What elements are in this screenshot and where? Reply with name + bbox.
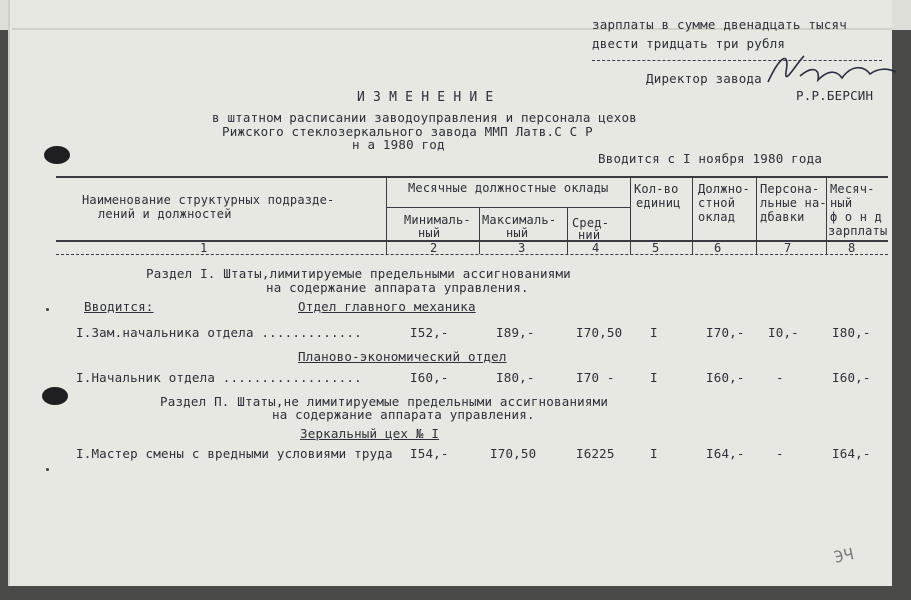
row-bonus: - [776,370,784,385]
col-count-header-2: единиц [636,196,681,210]
row-max: I70,50 [490,446,537,461]
title-line-3: Рижского стеклозеркального завода ММП Латв.С С Р [222,124,593,139]
row-count: I [650,325,658,340]
salaries-group-header: Месячные должностные оклады [408,181,609,195]
table-number-dash [56,254,888,255]
col-number-1: 1 [200,241,208,255]
row-bonus: - [776,446,784,461]
col-salary-header-2: стной [698,196,736,210]
col-fund-header-4: зарплаты [828,224,888,238]
row-salary: I60,- [706,370,745,385]
col-max-header-2: ный [506,226,529,240]
row-max: I80,- [496,370,535,385]
col-number-3: 3 [518,241,526,255]
section1-title-2: на содержание аппарата управления. [266,280,529,295]
mark-dot-1 [46,308,49,311]
col-number-6: 6 [714,241,722,255]
director-label: Директор завода [646,71,762,86]
title-line-4: н а 1980 год [352,137,445,152]
row-salary: I64,- [706,446,745,461]
col-max-header: Максималь- [482,213,557,227]
col-count-header: Кол-во [634,182,679,196]
section1-title: Раздел I. Штаты,лимитируемые предельными ассигнованиями [146,266,571,281]
row-position: I.Начальник отдела .................. [76,370,362,385]
row-avg: I6225 [576,446,615,461]
col-number-8: 8 [848,241,856,255]
punch-hole-bottom [42,387,68,405]
row-avg: I70 - [576,370,615,385]
row-min: I54,- [410,446,449,461]
row-avg: I70,50 [576,325,623,340]
header-line-1: зарплаты в сумме двенадцать тысяч [592,17,847,32]
dept-mirror-shop: Зеркальный цех № I [300,426,440,441]
col-avg-header: Сред- [572,216,610,230]
col-bonus-header-3: дбавки [760,210,805,224]
row-min: I52,- [410,325,449,340]
col-divider-4 [630,176,631,254]
section2-title: Раздел П. Штаты,не лимитируемые предельными ассигнованиями [160,394,609,409]
table-header-rule [56,240,888,242]
pencil-page-note: ЭЧ [832,544,856,567]
director-name: Р.Р.БЕРСИН [796,88,874,103]
col-avg-header-2: ний [578,228,601,242]
dept-chief-mechanic: Отдел главного механика [298,299,476,314]
col-divider-3 [567,207,568,254]
col-divider-2 [479,207,480,254]
col-salary-header-3: оклад [698,210,736,224]
section2-title-2: на содержание аппарата управления. [272,407,535,422]
row-bonus: I0,- [768,325,799,340]
col-salary-header: Должно- [698,182,750,196]
col-bonus-header-2: льные на- [760,196,827,210]
introduced-label: Вводится: [84,299,154,314]
col-divider-5 [692,176,693,254]
col-fund-header-2: ный [830,196,853,210]
mark-dot-2 [46,468,49,471]
col-fund-header: Месяч- [830,182,875,196]
dept-planning: Планово-экономический отдел [298,349,507,364]
row-position: I.Зам.начальника отдела ............. [76,325,362,340]
col-min-header-2: ный [418,226,441,240]
col-name-header: Наименование структурных подразде- [82,193,335,207]
row-fund: I60,- [832,370,871,385]
col-number-7: 7 [784,241,792,255]
row-max: I89,- [496,325,535,340]
row-fund: I64,- [832,446,871,461]
signature [760,46,900,94]
col-divider-7 [826,176,827,254]
punch-hole-top [44,146,70,164]
row-count: I [650,446,658,461]
table-top-rule [56,176,888,178]
row-salary: I70,- [706,325,745,340]
col-number-2: 2 [430,241,438,255]
col-divider-1 [386,176,387,254]
row-position: I.Мастер смены с вредными условиями труда [76,446,393,461]
row-count: I [650,370,658,385]
effective-date: Вводится с I ноября 1980 года [598,151,823,166]
salaries-sub-rule [386,207,630,208]
doc-title: И З М Е Н Е Н И Е [357,90,494,105]
col-bonus-header: Персона- [760,182,820,196]
col-min-header: Минималь- [404,213,471,227]
title-line-2: в штатном расписании заводоуправления и персонала цехов [212,110,637,125]
row-min: I60,- [410,370,449,385]
col-fund-header-3: ф о н д [830,210,882,224]
header-line-2: двести тридцать три рубля [592,36,786,51]
col-divider-6 [756,176,757,254]
col-number-5: 5 [652,241,660,255]
row-fund: I80,- [832,325,871,340]
col-number-4: 4 [592,241,600,255]
col-name-header-2: лений и должностей [98,207,232,221]
